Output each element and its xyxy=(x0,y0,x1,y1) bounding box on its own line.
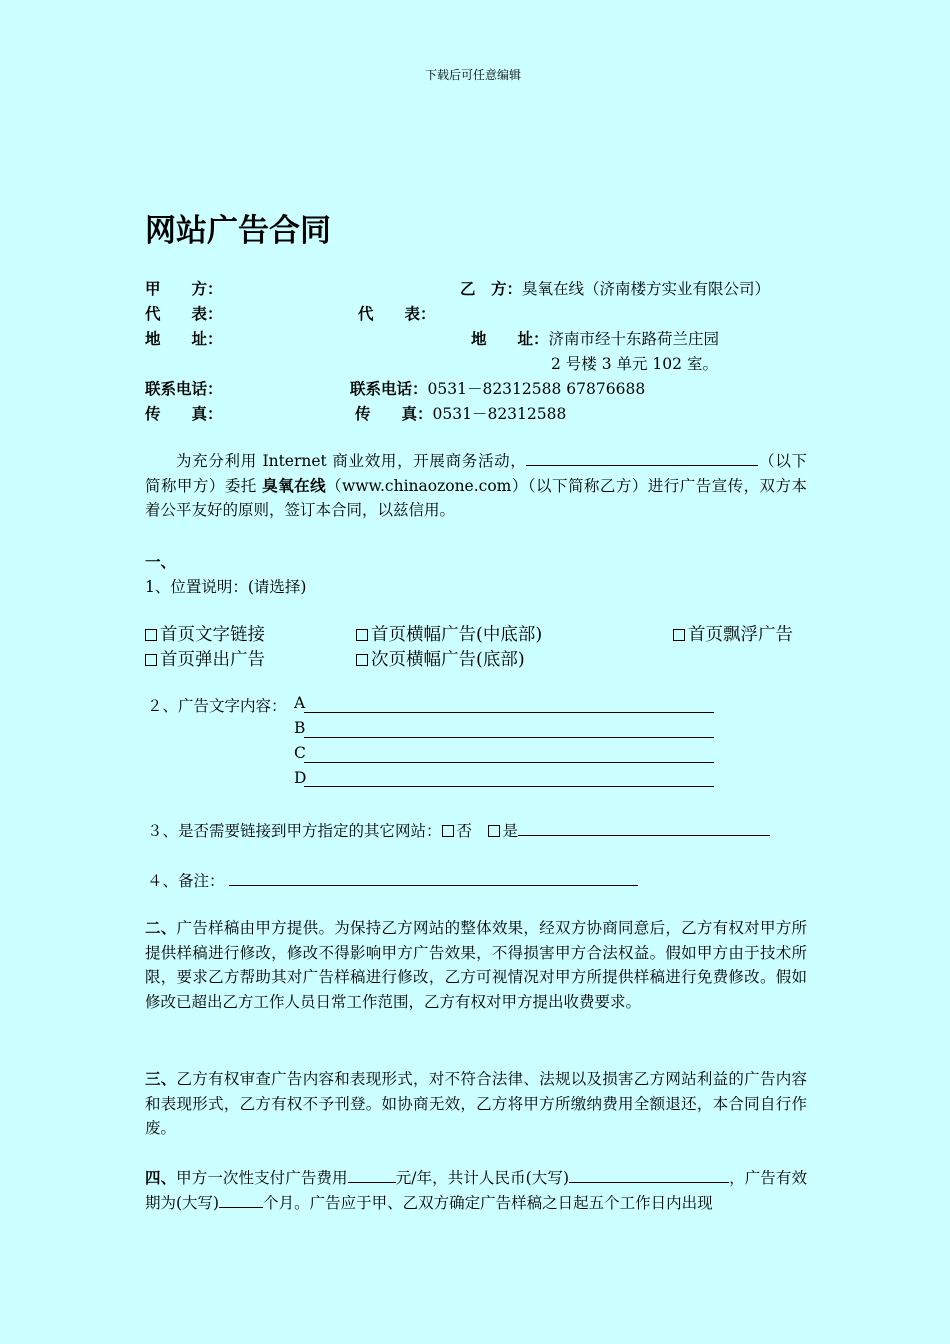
fax-a-label: 传 真： xyxy=(145,404,223,423)
option-home-text-link[interactable]: 首页文字链接 xyxy=(145,621,265,646)
rep-b-label: 代 表： xyxy=(358,304,436,323)
party-b-row xyxy=(460,277,770,299)
line-b-blank[interactable] xyxy=(304,737,714,738)
section2-heading: 二、 xyxy=(145,918,177,937)
phone-b-row xyxy=(350,377,645,399)
rep-a-label: 代 表： xyxy=(145,304,223,323)
line-d-label: D xyxy=(294,769,307,787)
phone-a-label: 联系电话： xyxy=(145,379,223,398)
header-note: 下载后可任意编辑 xyxy=(425,68,522,82)
checkbox-icon[interactable] xyxy=(356,654,368,666)
page-title: 网站广告合同 xyxy=(145,213,331,249)
section1-item4-label: ４、备注： xyxy=(147,872,225,890)
party-a-label: 甲 方： xyxy=(145,279,223,298)
section1-item3: ３、是否需要链接到甲方指定的其它网站： 否 是 xyxy=(147,819,770,841)
intro-company: 臭氧在线 xyxy=(262,475,327,495)
checkbox-icon[interactable] xyxy=(673,629,685,641)
option-subpage-banner[interactable]: 次页横幅广告(底部) xyxy=(356,646,525,671)
option-home-banner[interactable]: 首页横幅广告(中底部) xyxy=(356,621,542,646)
line-d-blank[interactable] xyxy=(304,786,714,787)
months-blank[interactable] xyxy=(219,1191,263,1208)
line-a-label: A xyxy=(294,694,306,712)
party-b-label: 乙 方： xyxy=(460,279,523,298)
total-blank[interactable] xyxy=(569,1166,729,1183)
line-b-label: B xyxy=(294,719,306,737)
addr-b-label: 地 址： xyxy=(471,329,549,348)
addr-b-line1: 济南市经十东路荷兰庄园 xyxy=(548,330,720,348)
section1-item2-label: ２、广告文字内容： xyxy=(147,697,287,715)
section3-heading: 三、 xyxy=(145,1069,177,1088)
intro-part3: （www.chinaozone.com）（以下简称乙方）进行广告宣传，双方本着公平友好的原则，签订本合同，以兹信用。 xyxy=(145,476,807,519)
checkbox-icon[interactable] xyxy=(356,629,368,641)
section4-paragraph: 四、甲方一次性支付广告费用 元/年，共计人民币(大写) ，广告有效期为(大写) 个月。广告应于甲、乙双方确定广告样稿之日起五个工作日内出现 xyxy=(145,1168,807,1212)
intro-paragraph xyxy=(145,449,807,523)
checkbox-icon[interactable] xyxy=(145,629,157,641)
client-name-blank[interactable] xyxy=(526,449,758,466)
section1-item1: 1、位置说明：(请选择) xyxy=(145,578,307,596)
intro-part2: （以下简称甲方）委托 xyxy=(145,452,807,495)
party-b-value: 臭氧在线（济南楼方实业有限公司） xyxy=(522,280,771,298)
addr-b-line2: 2 号楼 3 单元 102 室。 xyxy=(551,355,718,373)
section3-paragraph: 三、乙方有权审查广告内容和表现形式，对不符合法律、法规以及损害乙方网站利益的广告内容和表现形式，乙方有权不予刊登。如协商无效，乙方将甲方所缴纳费用全额退还，本合同自行作废。 xyxy=(145,1069,807,1137)
line-c-blank[interactable] xyxy=(304,762,714,763)
section2-paragraph: 二、广告样稿由甲方提供。为保持乙方网站的整体效果，经双方协商同意后，乙方有权对甲方所提供样稿进行修改，修改不得影响甲方广告效果，不得损害甲方合法权益。假如甲方由于技术所限，要求乙方帮助其对广告样稿进行修改，乙方可视情况对甲方所提供样稿进行免费修改。假如修改已超出乙方工作人员日常工作范围，乙方有权对甲方提出收费要求。 xyxy=(145,918,807,1011)
link-url-blank[interactable] xyxy=(518,819,770,836)
fax-b-row xyxy=(355,402,566,424)
checkbox-icon[interactable] xyxy=(442,825,454,837)
section1-heading: 一、 xyxy=(145,552,177,571)
fax-b-value: 0531－82312588 xyxy=(432,405,567,423)
phone-b-label: 联系电话： xyxy=(350,379,428,398)
section4-heading: 四、 xyxy=(145,1168,177,1187)
option-home-float[interactable]: 首页飘浮广告 xyxy=(673,621,793,646)
line-a-blank[interactable] xyxy=(304,712,714,713)
option-home-popup[interactable]: 首页弹出广告 xyxy=(145,646,265,671)
remarks-blank[interactable] xyxy=(229,885,638,886)
checkbox-icon[interactable] xyxy=(145,654,157,666)
intro-part1: 为充分利用 Internet 商业效用，开展商务活动， xyxy=(176,452,527,470)
checkbox-icon[interactable] xyxy=(488,825,500,837)
line-c-label: C xyxy=(294,744,306,762)
phone-b-value: 0531－82312588 67876688 xyxy=(427,380,646,398)
addr-b-row xyxy=(471,327,719,349)
addr-a-label: 地 址： xyxy=(145,329,223,348)
fee-blank[interactable] xyxy=(348,1166,396,1183)
fax-b-label: 传 真： xyxy=(355,404,433,423)
